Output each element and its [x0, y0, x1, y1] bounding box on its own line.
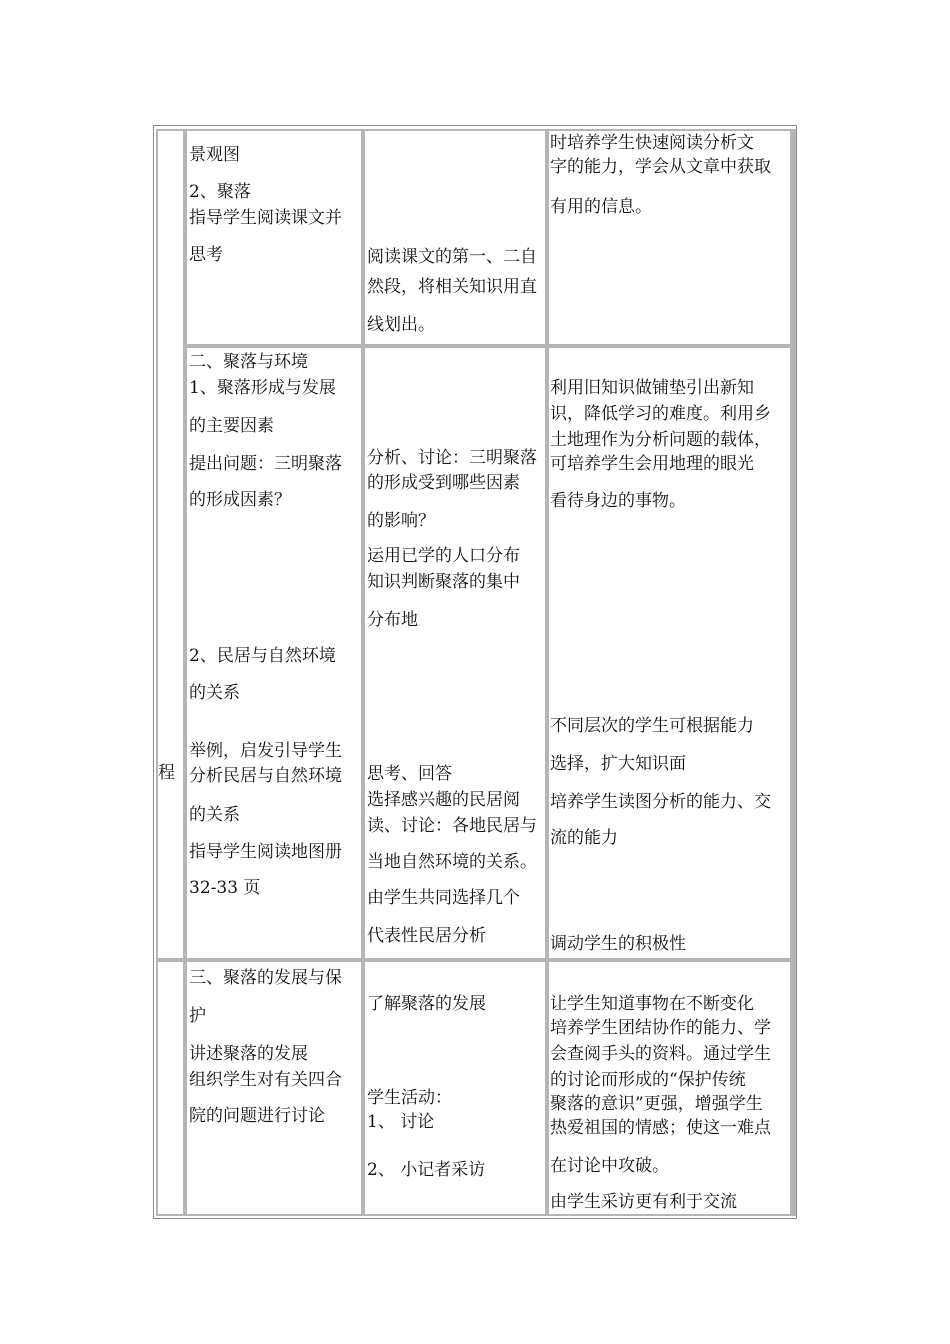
text-line: 分析、讨论：三明聚落 — [367, 448, 537, 468]
text-line: 护 — [189, 1006, 206, 1026]
text-line: 院的问题进行讨论 — [189, 1106, 325, 1126]
edge-cell — [792, 346, 796, 960]
text-line: 的主要因素 — [189, 416, 274, 436]
text-line: 由学生共同选择几个 — [367, 888, 520, 908]
student-activity-cell — [363, 960, 547, 1216]
text-line: 看待身边的事物。 — [550, 491, 686, 511]
text-line: 学生活动： — [367, 1088, 452, 1108]
edge-cell — [792, 129, 796, 346]
text-line: 字的能力，学会从文章中获取 — [550, 157, 771, 177]
text-line: 运用已学的人口分布 — [367, 546, 520, 566]
stage-label-cell-2 — [156, 960, 185, 1216]
teacher-activity-cell — [185, 346, 363, 960]
student-activity-cell — [363, 346, 547, 960]
text-line: 的讨论而形成的“保护传统 — [550, 1070, 746, 1090]
text-line: 的形成受到哪些因素 — [367, 473, 520, 493]
text-line: 可培养学生会用地理的眼光 — [550, 454, 754, 474]
text-line: 有用的信息。 — [550, 197, 652, 217]
text-line: 的影响？ — [367, 511, 435, 531]
text-line: 景观图 — [189, 145, 240, 165]
text-line: 二、聚落与环境 — [189, 352, 308, 372]
text-line: 时培养学生快速阅读分析文 — [550, 133, 754, 153]
text-line: 培养学生读图分析的能力、交 — [550, 792, 771, 812]
text-line: 在讨论中攻破。 — [550, 1156, 669, 1176]
text-line: 举例，启发引导学生 — [189, 741, 342, 761]
text-line: 培养学生团结协作的能力、学 — [550, 1018, 771, 1038]
text-line: 的关系 — [189, 805, 240, 825]
text-line: 聚落的意识”更强，增强学生 — [550, 1094, 763, 1114]
text-line: 32-33 页 — [189, 878, 261, 898]
text-line: 然段，将相关知识用直 — [367, 277, 537, 297]
text-line: 让学生知道事物在不断变化 — [550, 994, 754, 1014]
stage-label-cell — [156, 129, 185, 960]
text-line: 1、聚落形成与发展 — [189, 378, 336, 398]
text-line: 代表性民居分析 — [367, 926, 486, 946]
text-line: 三、聚落的发展与保 — [189, 968, 342, 988]
design-intent-cell — [547, 960, 792, 1216]
text-line: 了解聚落的发展 — [367, 994, 486, 1014]
text-line: 思考 — [189, 245, 223, 265]
text-line: 由学生采访更有利于交流 — [550, 1192, 737, 1212]
text-line: 阅读课文的第一、二自 — [367, 247, 537, 267]
text-line: 识，降低学习的难度。利用乡 — [550, 404, 771, 424]
text-line: 知识判断聚落的集中 — [367, 572, 520, 592]
text-line: 流的能力 — [550, 828, 618, 848]
text-line: 2、民居与自然环境 — [189, 646, 336, 666]
teacher-activity-cell — [185, 960, 363, 1216]
design-intent-cell — [547, 346, 792, 960]
teacher-activity-cell — [185, 129, 363, 346]
text-line: 线划出。 — [367, 315, 435, 335]
text-line: 2、聚落 — [189, 182, 251, 202]
text-line: 指导学生阅读课文并 — [189, 208, 342, 228]
edge-cell — [792, 960, 796, 1216]
text-line: 利用旧知识做铺垫引出新知 — [550, 378, 754, 398]
text-line: 分析民居与自然环境 — [189, 766, 342, 786]
text-line: 不同层次的学生可根据能力 — [550, 716, 754, 736]
text-line: 选择感兴趣的民居阅 — [367, 790, 520, 810]
text-line: 会查阅手头的资料。通过学生 — [550, 1044, 771, 1064]
text-line: 的形成因素？ — [189, 490, 291, 510]
text-line: 分布地 — [367, 610, 418, 630]
text-line: 热爱祖国的情感；使这一难点 — [550, 1118, 771, 1138]
text-line: 讲述聚落的发展 — [189, 1044, 308, 1064]
text-line: 1、 讨论 — [367, 1112, 435, 1132]
text-line: 读、讨论：各地民居与 — [367, 816, 537, 836]
text-line: 提出问题：三明聚落 — [189, 454, 342, 474]
text-line: 当地自然环境的关系。 — [367, 852, 537, 872]
text-line: 的关系 — [189, 683, 240, 703]
stage-label: 程 — [158, 763, 175, 783]
text-line: 组织学生对有关四合 — [189, 1070, 342, 1090]
text-line: 调动学生的积极性 — [550, 934, 686, 954]
design-intent-cell — [547, 129, 792, 346]
text-line: 选择，扩大知识面 — [550, 754, 686, 774]
student-activity-cell — [363, 129, 547, 346]
text-line: 思考、回答 — [367, 764, 452, 784]
text-line: 土地理作为分析问题的载体， — [550, 430, 771, 450]
text-line: 2、 小记者采访 — [367, 1160, 486, 1180]
text-line: 指导学生阅读地图册 — [189, 842, 342, 862]
